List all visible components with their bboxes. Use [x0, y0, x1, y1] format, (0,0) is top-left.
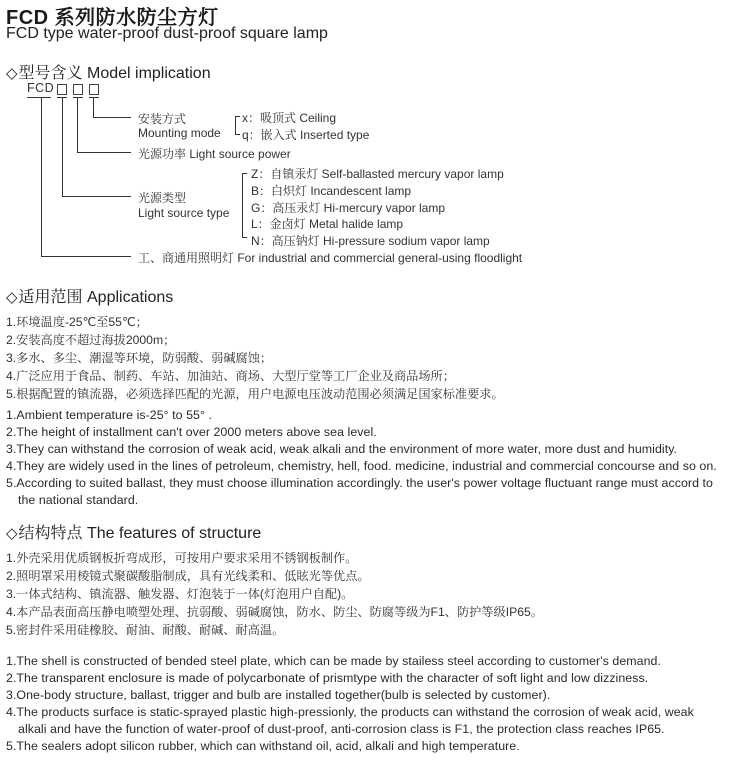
- code-underline: [27, 97, 51, 98]
- connector-power-h: [77, 152, 131, 153]
- structure-cn-1: 1.外壳采用优质钢板折弯成形，可按用户要求采用不锈钢板制作。: [6, 551, 358, 565]
- structure-cn-3: 3.一体式结构、镇流器、触发器、灯泡装于一体(灯泡用户自配)。: [6, 587, 354, 601]
- source-type-label-en: Light source type: [138, 206, 230, 220]
- connector-usage: [41, 98, 42, 256]
- mounting-label-en: Mounting mode: [138, 126, 221, 140]
- source-type-bracket: [242, 173, 247, 238]
- structure-en-2: 2.The transparent enclosure is made of polycarbonate of prismtype with the character of soft light and low dizziness.: [6, 671, 649, 685]
- section-title: 结构特点 The features of structure: [18, 525, 262, 542]
- code-box-2: [73, 84, 83, 95]
- structure-en-5: 5.The sealers adopt silicon rubber, which can withstand oil, acid, alkali and high temperature.: [6, 739, 520, 753]
- section-heading-structure: [6, 520, 261, 543]
- mounting-label-cn: 安装方式: [138, 112, 187, 126]
- connector-source: [62, 98, 63, 196]
- application-en-4: 4.They are widely used in the lines of petroleum, chemistry, hell, food. medicine, industrial and commercial concourse and so on.: [6, 459, 717, 473]
- application-en-5-cont: the national standard.: [18, 493, 139, 507]
- box-underline-2: [73, 97, 83, 98]
- application-en-1: 1.Ambient temperature is-25° to 55° .: [6, 408, 212, 422]
- structure-en-3: 3.One-body structure, ballast, trigger and bulb are installed together(bulb is selected by customer).: [6, 688, 551, 702]
- diamond-icon: ◇: [6, 289, 18, 306]
- section-title: 适用范围 Applications: [18, 289, 174, 306]
- source-option-l: L：金卤灯 Metal halide lamp: [251, 217, 404, 231]
- code-box-3: [89, 84, 99, 95]
- diamond-icon: ◇: [6, 525, 18, 542]
- source-option-n: N：高压钠灯 Hi-pressure sodium vapor lamp: [251, 234, 490, 248]
- page-title: FCD 系列防水防尘方灯: [6, 7, 219, 29]
- mounting-option-inserted: q：嵌入式 Inserted type: [242, 128, 370, 142]
- section-title: 型号含义 Model implication: [18, 65, 211, 82]
- connector-mounting-h: [93, 117, 131, 118]
- structure-cn-5: 5.密封件采用硅橡胶、耐油、耐酸、耐碱、耐高温。: [6, 623, 285, 637]
- usage-label: 工、商通用照明灯 For industrial and commercial general-using floodlight: [138, 251, 523, 265]
- connector-usage-h: [41, 256, 131, 257]
- mounting-option-ceiling: x：吸顶式 Ceiling: [242, 111, 337, 125]
- source-type-label-cn: 光源类型: [138, 191, 187, 205]
- structure-en-4: 4.The products surface is static-sprayed plastic high-pressionly, the products can withstand the corrosion of weak acid, weak: [6, 705, 694, 719]
- connector-power: [77, 98, 78, 152]
- section-heading-model: [6, 60, 211, 83]
- application-cn-3: 3.多水、多尘、潮湿等环境，防弱酸、弱碱腐蚀；: [6, 351, 273, 365]
- application-cn-4: 4.广泛应用于食品、制药、车站、加油站、商场、大型厅堂等工厂企业及商品场所；: [6, 369, 455, 383]
- application-en-3: 3.They can withstand the corrosion of weak acid, weak alkali and the environment of more water, more dust and humidity.: [6, 442, 678, 456]
- box-underline-3: [89, 97, 99, 98]
- application-cn-2: 2.安装高度不超过海拔2000m；: [6, 333, 176, 347]
- source-option-z: Z：自镇汞灯 Self-ballasted mercury vapor lamp: [251, 167, 504, 181]
- connector-source-h: [62, 196, 131, 197]
- structure-cn-2: 2.照明罩采用棱镜式聚碳酸脂制成，具有光线柔和、低眩光等优点。: [6, 569, 370, 583]
- diamond-icon: ◇: [6, 65, 18, 82]
- connector-mounting: [93, 98, 94, 117]
- source-option-g: G：高压汞灯 Hi-mercury vapor lamp: [251, 201, 446, 215]
- source-option-b: B：白炽灯 Incandescent lamp: [251, 184, 412, 198]
- structure-en-4-cont: alkali and have the function of water-proof of dust-proof, anti-corrosion class is F1, the protection class reaches IP65.: [18, 722, 665, 736]
- model-code-prefix: FCD: [27, 81, 55, 95]
- application-cn-5: 5.根据配置的镇流器，必须选择匹配的光源，用户电源电压波动范围必须满足国家标准要求。: [6, 387, 504, 401]
- structure-en-1: 1.The shell is constructed of bended steel plate, which can be made by stailess steel according to customer's demand.: [6, 654, 661, 668]
- structure-cn-4: 4.本产品表面高压静电喷塑处理、抗弱酸、弱碱腐蚀，防水、防尘、防腐等级为F1、防护等级IP65。: [6, 605, 543, 619]
- mounting-bracket: [235, 116, 240, 135]
- application-en-5: 5.According to suited ballast, they must choose illumination accordingly. the user's power voltage fluctuant range must accord to: [6, 476, 713, 490]
- page-subtitle: FCD type water-proof dust-proof square lamp: [6, 25, 328, 42]
- power-label: 光源功率 Light source power: [138, 147, 291, 161]
- section-heading-applications: [6, 284, 173, 307]
- application-cn-1: 1.环境温度-25℃至55℃；: [6, 315, 148, 329]
- code-box-1: [57, 84, 67, 95]
- application-en-2: 2.The height of installment can't over 2000 meters above sea level.: [6, 425, 377, 439]
